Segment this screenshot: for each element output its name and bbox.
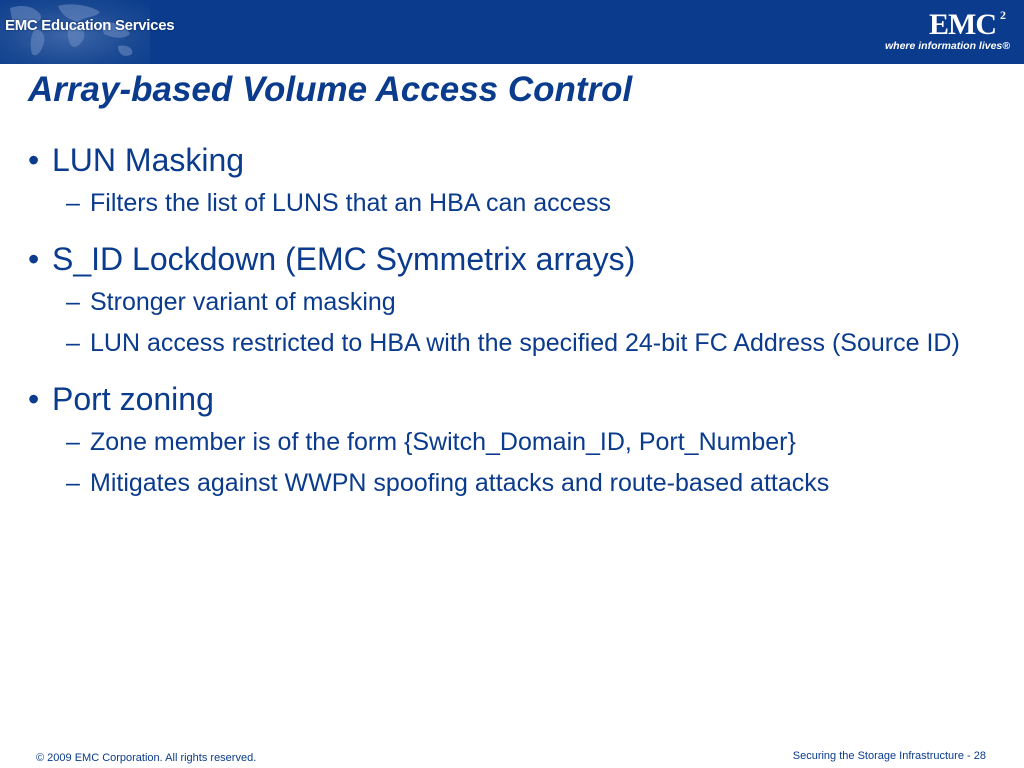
sub-bullet-item: [28, 186, 998, 221]
sub-bullet-item: [28, 285, 998, 320]
emc-logo-tagline: where information lives®: [884, 40, 1010, 52]
emc-brand-logo: [884, 8, 1014, 56]
page-number: - 28: [967, 750, 986, 762]
sub-bullet-item: [28, 326, 998, 361]
bullet-glyph: •: [28, 381, 40, 417]
dash-glyph: –: [66, 428, 80, 456]
bullet-group-s-id-lockdown: [28, 239, 998, 361]
bullet-item: [28, 239, 998, 279]
footer-copyright: © 2009 EMC Corporation. All rights reserved.: [36, 752, 257, 764]
sub-bullet-list: [28, 425, 998, 501]
dash-glyph: –: [66, 288, 80, 316]
dash-glyph: –: [66, 329, 80, 357]
emc-logo-superscript: 2: [1000, 8, 1006, 22]
footer-course-page: [793, 750, 986, 762]
bullet-glyph: •: [28, 142, 40, 178]
footer-course-title: Securing the Storage Infrastructure: [792, 750, 964, 762]
sub-bullet-text: Mitigates against WWPN spoofing attacks and route-based attacks: [90, 469, 830, 497]
emc-logo-mark: EMC: [929, 8, 996, 41]
dash-glyph: –: [66, 189, 80, 217]
education-services-logo: [0, 0, 175, 64]
slide-title: Array-based Volume Access Control: [28, 70, 633, 109]
bullet-item: [28, 140, 998, 180]
sub-bullet-text: Zone member is of the form {Switch_Domain_ID, Port_Number}: [90, 428, 796, 456]
education-services-logo-text: EMC Education Services: [5, 17, 175, 34]
sub-bullet-list: [28, 186, 998, 221]
sub-bullet-text: LUN access restricted to HBA with the specified 24-bit FC Address (Source ID): [90, 329, 960, 357]
sub-bullet-item: [28, 466, 998, 501]
sub-bullet-item: [28, 425, 998, 460]
bullet-label: S_ID Lockdown (EMC Symmetrix arrays): [52, 241, 636, 277]
sub-bullet-list: [28, 285, 998, 361]
bullet-glyph: •: [28, 241, 40, 277]
bullet-label: Port zoning: [52, 381, 214, 417]
sub-bullet-text: Filters the list of LUNS that an HBA can access: [90, 189, 612, 217]
slide-content: [28, 140, 998, 519]
bullet-label: LUN Masking: [52, 142, 245, 178]
dash-glyph: –: [66, 469, 80, 497]
header-bar: [0, 0, 1024, 64]
bullet-group-port-zoning: [28, 379, 998, 501]
bullet-group-lun-masking: [28, 140, 998, 221]
bullet-item: [28, 379, 998, 419]
sub-bullet-text: Stronger variant of masking: [90, 288, 396, 316]
